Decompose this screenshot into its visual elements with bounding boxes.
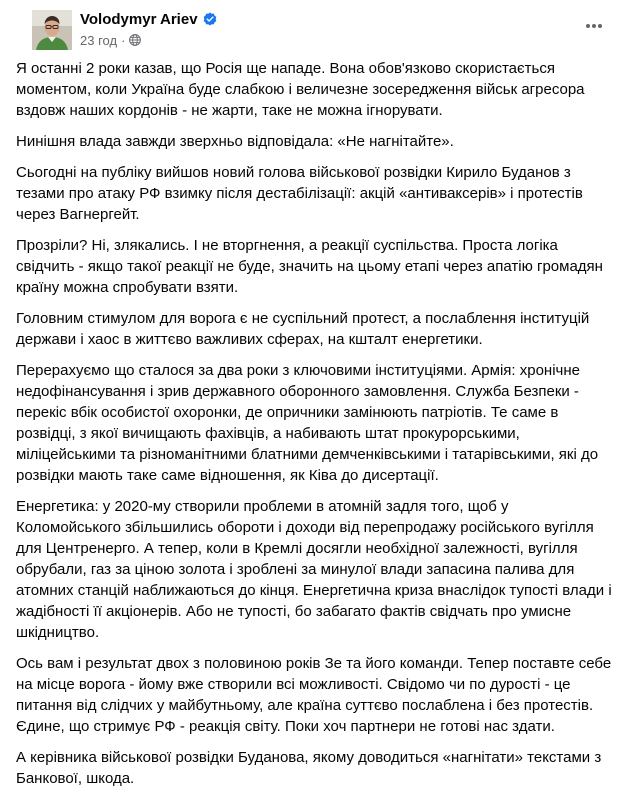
post-body [16,58,622,789]
post-paragraph-6: Перерахуємо що сталося за два роки з ключовими інституціями. Армія: хронічне недофінансування і зрив державного оборонного замовлення. Служба Безпеки - перекіс вбік особистої охоронки, де опричники замінюють патріотів. Те саме в розвідці, з якої вичищають фахівців, а набивають штат прокурорськими, міліцейськими та різноманітними блатними демченківськими і татарівськими, які до розвідки мають таке саме відношення, як Ківа до дисертації. [16,362,599,484]
post-paragraph-5: Головним стимулом для ворога є не суспільний протест, а послаблення інституцій держави і хаос в життєво важливих сферах, на кшталт енергетики. [16,310,590,348]
author-row [80,10,217,28]
globe-icon[interactable] [129,34,141,46]
post-paragraph-3: Сьогодні на публіку вийшов новий голова військової розвідки Кирило Буданов з тезами про атаку РФ взимку після дестабілізації: акцій «антиваксерів» і протестів через Вагнергейт. [16,164,583,223]
post-timestamp[interactable]: 23 год [80,32,118,48]
more-horizontal-icon [584,16,604,36]
post-paragraph-1: Я останні 2 роки казав, що Росія ще нападе. Вона обов'язково скористається моментом, коли Україна буде слабкою і величезне зосередження військ агресора вздовж наших кордонів - не жарти, таке не можна ігнорувати. [16,60,585,119]
author-name[interactable]: Volodymyr Ariev [80,10,198,28]
more-options-button[interactable] [580,12,608,40]
post-meta [80,10,217,48]
post-paragraph-9: А керівника військової розвідки Буданова, якому доводиться «нагнітати» текстами з Банкової, шкода. [16,749,602,787]
verified-badge-icon [203,12,217,26]
post-paragraph-8: Ось вам і результат двох з половиною років Зе та його команди. Тепер поставте себе на місце ворога - йому вже створили всі можливості. Свідомо чи по дурості - це питання від слідчих у майбутньому, але країна суттєво послаблена і без протестів. Єдине, що стримує РФ - реакція світу. Поки хоч партнери не готові нас здати. [16,655,612,735]
post-paragraph-4: Прозріли? Ні, злякались. І не вторгнення, а реакції суспільства. Проста логіка свідчить - якщо такої реакції не буде, значить на цьому етапі через апатію громадян країну можна спробувати взяти. [16,237,603,296]
meta-separator: · [121,32,126,48]
avatar-image [32,10,72,50]
post-paragraph-7: Енергетика: у 2020-му створили проблеми в атомній задля того, щоб у Коломойського збільшились обороти і доходи від перепродажу російського вугілля для Центренерго. А тепер, коли в Кремлі досягли необхідної залежності, вугілля обрубали, газ за ціною золота і зроблені за минулої влади запасина палива для атомних станцій наближаються до кінця. Енергетична криза внаслідок тупості влади і жадібності її акціонерів. Або не тупості, бо забагато фактів свідчать про умисне шкідництво. [16,498,612,641]
post-header [16,0,622,58]
author-avatar[interactable] [32,10,72,50]
post-paragraph-2: Нинішня влада завжди зверхньо відповідала: «Не нагнітайте». [16,133,454,150]
time-row [80,32,217,48]
